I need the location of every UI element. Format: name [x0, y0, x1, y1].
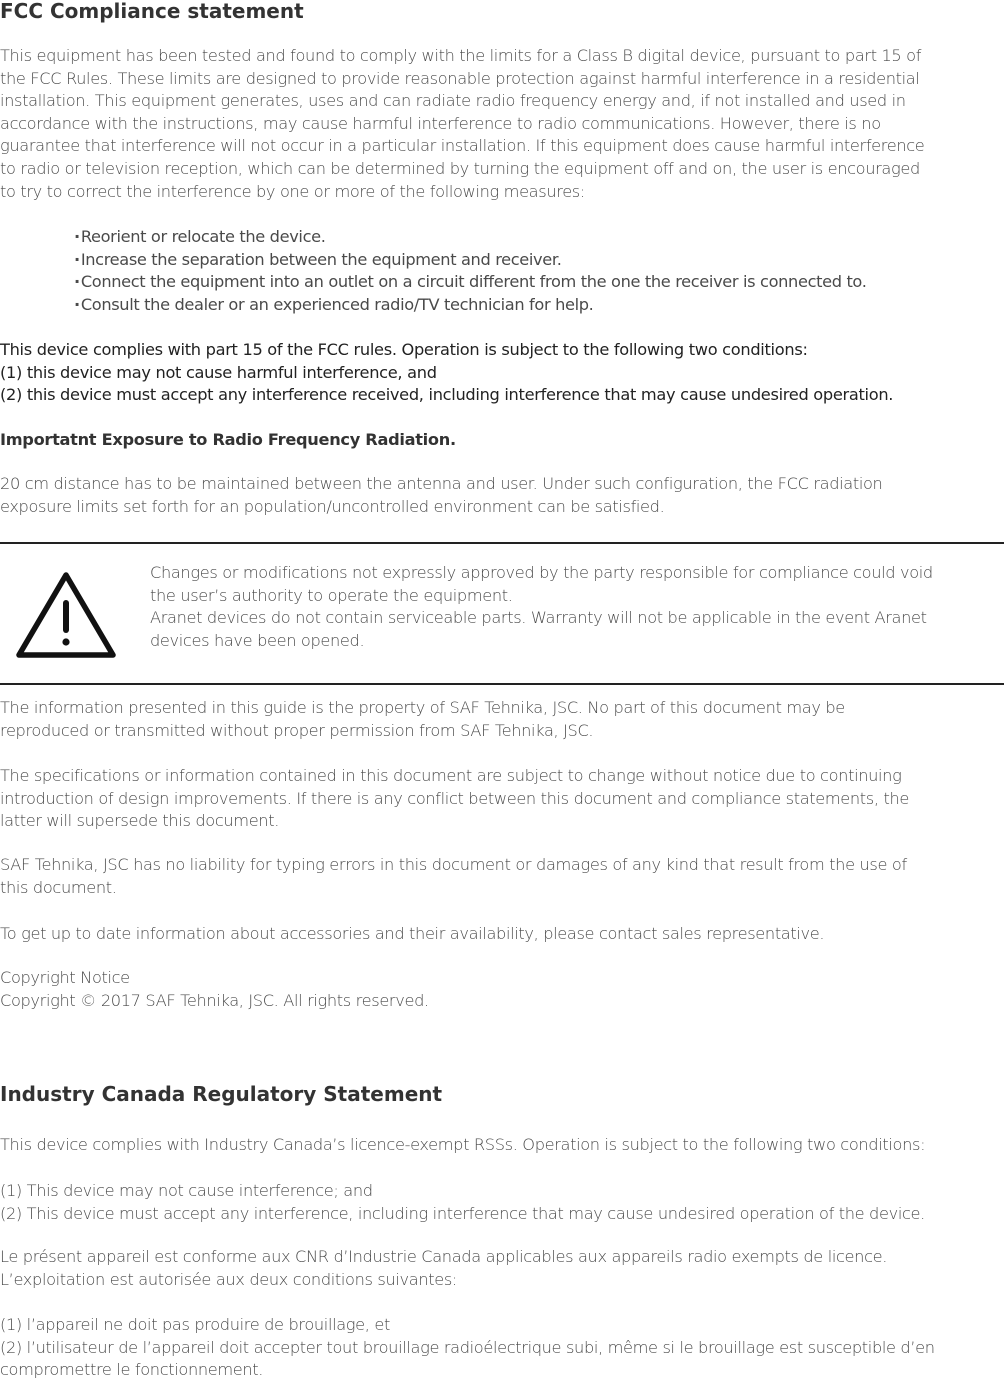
divider-bottom [0, 683, 1004, 685]
text-line: accordance with the instructions, may cause harmful interference to radio communications. However, there is no [0, 113, 881, 133]
text-line: latter will supersede this document. [0, 811, 280, 831]
text-line: Changes or modifications not expressly approved by the party responsible for compliance could void [150, 563, 933, 582]
text-line: guarantee that interference will not occur in a particular installation. If this equipment does cause harmful interference [0, 136, 925, 156]
text-line: devices have been opened. [150, 630, 365, 650]
fcc-title: FCC Compliance statement [0, 0, 304, 23]
warning-triangle-icon [14, 569, 118, 661]
text-line: to try to correct the interference by one or more of the following measures: [0, 181, 585, 201]
list-item: ·Reorient or relocate the device. [74, 227, 326, 246]
list-item: ·Connect the equipment into an outlet on a circuit different from the one the receiver is connected to. [74, 272, 867, 292]
copyright-line: Copyright © 2017 SAF Tehnika, JSC. All rights reserved. [0, 990, 429, 1010]
fcc-conditions [0, 339, 1000, 407]
text-line: (1) l’appareil ne doit pas produire de brouillage, et [0, 1315, 390, 1334]
text-line: This equipment has been tested and found to comply with the limits for a Class B digital device, pursuant to part 15 of [0, 46, 922, 65]
exposure-paragraph [0, 473, 1000, 518]
text-line: This device complies with part 15 of the FCC rules. Operation is subject to the following two conditions: [0, 340, 808, 359]
list-item: ·Consult the dealer or an experienced radio/TV technician for help. [74, 294, 594, 314]
text-line: The specifications or information contained in this document are subject to change without notice due to continuing [0, 766, 902, 785]
measures-list [74, 226, 974, 316]
text-line: this document. [0, 877, 117, 897]
text-line: compromettre le fonctionnement. [0, 1360, 264, 1380]
copyright-block [0, 967, 1000, 1012]
text-line: Le présent appareil est conforme aux CNR d’Industrie Canada applicables aux appareils radio exempts de licence. [0, 1247, 888, 1266]
warning-text [150, 562, 1000, 652]
canada-fr-conditions [0, 1314, 1000, 1382]
text-line: L’exploitation est autorisée aux deux conditions suivantes: [0, 1269, 458, 1289]
text-line: The information presented in this guide is the property of SAF Tehnika, JSC. No part of this document may be [0, 698, 845, 717]
text-line: the FCC Rules. These limits are designed to provide reasonable protection against harmful interference in a residential [0, 68, 920, 88]
canada-conditions [0, 1180, 1000, 1225]
bullet-icon: · [74, 227, 80, 246]
copyright-heading: Copyright Notice [0, 968, 130, 987]
text-line: introduction of design improvements. If there is any conflict between this document and compliance statements, the [0, 788, 909, 808]
list-item: ·Increase the separation between the equipment and receiver. [74, 249, 562, 269]
text-line: SAF Tehnika, JSC has no liability for typing errors in this document or damages of any kind that result from the use of [0, 855, 907, 874]
liability-paragraph [0, 854, 1000, 899]
text-line: (2) This device must accept any interference, including interference that may cause undesired operation of the device. [0, 1203, 925, 1223]
text-line: (2) this device must accept any interference received, including interference that may cause undesired operation. [0, 385, 894, 405]
bullet-icon: · [74, 272, 80, 292]
canada-fr-intro [0, 1246, 1000, 1291]
text-line: (1) This device may not cause interference; and [0, 1181, 373, 1200]
text-line: reproduced or transmitted without proper permission from SAF Tehnika, JSC. [0, 720, 594, 740]
exposure-heading: Importatnt Exposure to Radio Frequency Radiation. [0, 430, 456, 449]
accessories-paragraph [0, 923, 1000, 946]
text-line: This device complies with Industry Canada’s licence-exempt RSSs. Operation is subject to the following two conditions: [0, 1135, 926, 1154]
canada-intro [0, 1134, 1000, 1157]
text-line: Aranet devices do not contain serviceable parts. Warranty will not be applicable in the event Aranet [150, 608, 927, 628]
text-line: exposure limits set forth for an population/uncontrolled environment can be satisfied. [0, 496, 665, 516]
divider-top [0, 542, 1004, 544]
text-line: the user’s authority to operate the equipment. [150, 585, 513, 605]
property-paragraph [0, 697, 1000, 742]
text-line: (1) this device may not cause harmful interference, and [0, 362, 437, 382]
canada-title: Industry Canada Regulatory Statement [0, 1082, 443, 1106]
specs-paragraph [0, 765, 1000, 833]
text-line: 20 cm distance has to be maintained between the antenna and user. Under such configuration, the FCC radiation [0, 474, 883, 493]
text-line: To get up to date information about accessories and their availability, please contact sales representative. [0, 924, 825, 943]
bullet-icon: · [74, 249, 80, 269]
text-line: to radio or television reception, which can be determined by turning the equipment off and on, the user is encouraged [0, 158, 920, 178]
fcc-intro-paragraph [0, 45, 1000, 203]
text-line: (2) l’utilisateur de l’appareil doit accepter tout brouillage radioélectrique subi, même si le brouillage est susceptible d’en [0, 1337, 935, 1357]
bullet-icon: · [74, 294, 80, 314]
text-line: installation. This equipment generates, uses and can radiate radio frequency energy and, if not installed and used in [0, 91, 906, 111]
